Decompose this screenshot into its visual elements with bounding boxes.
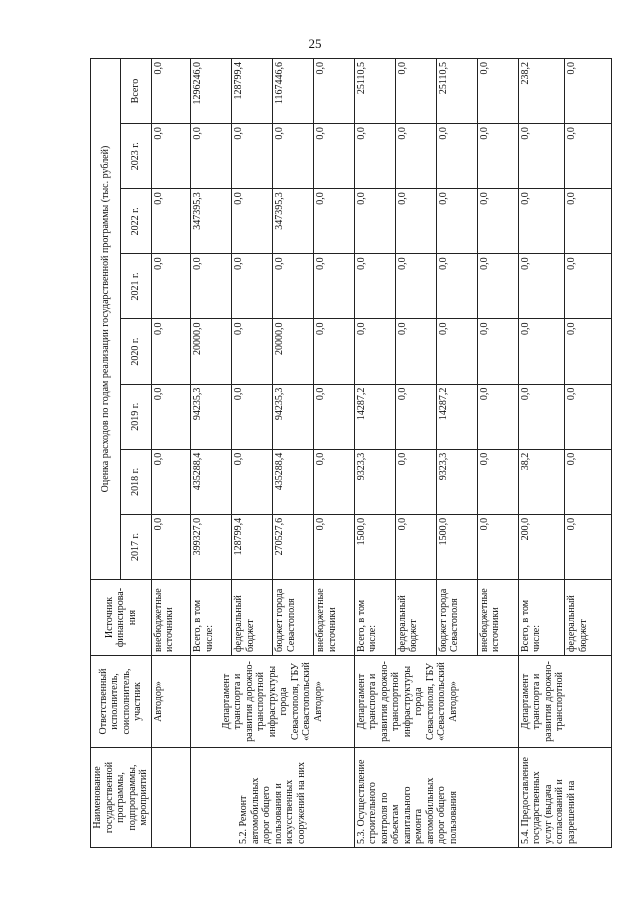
cell-value: 0,0 (354, 189, 395, 254)
cell-value: 1296246,0 (191, 59, 232, 124)
cell-value: 0,0 (565, 59, 612, 124)
cell-value: 0,0 (232, 384, 273, 449)
cell-value: 0,0 (565, 514, 612, 579)
cell-value: 0,0 (477, 384, 518, 449)
cell-value: 128799,4 (232, 59, 273, 124)
table-row (354, 59, 395, 848)
row-source: Всего, в том числе: (191, 580, 232, 656)
header-year-2019: 2019 г. (121, 384, 151, 449)
cell-value: 0,0 (477, 124, 518, 189)
cell-value: 0,0 (477, 59, 518, 124)
cell-value: 1500,0 (436, 514, 477, 579)
row-responsible: Департамент транспорта и развития дорожно-транспортной инфраструктуры города Севастополя, ГБУ «Севастопольский Автодор» (191, 656, 355, 748)
cell-value: 0,0 (151, 384, 191, 449)
table-row (191, 59, 232, 848)
cell-value: 435288,4 (273, 449, 314, 514)
header-year-2022: 2022 г. (121, 189, 151, 254)
cell-value: 0,0 (314, 124, 355, 189)
cell-value: 94235,3 (273, 384, 314, 449)
table-row (518, 59, 564, 848)
cell-value: 0,0 (314, 514, 355, 579)
cell-value: 0,0 (232, 254, 273, 319)
cell-value: 0,0 (395, 449, 436, 514)
cell-value: 0,0 (314, 59, 355, 124)
cell-value: 0,0 (477, 319, 518, 384)
row-source: Всего, в том числе: (518, 580, 564, 656)
cell-value: 0,0 (314, 189, 355, 254)
cell-value: 0,0 (354, 124, 395, 189)
cell-value: 0,0 (314, 319, 355, 384)
header-year-2020: 2020 г. (121, 319, 151, 384)
row-source: внебюджетные источники (314, 580, 355, 656)
row-source: Всего, в том числе: (354, 580, 395, 656)
cell-value: 0,0 (477, 189, 518, 254)
header-year-2023: 2023 г. (121, 124, 151, 189)
cell-value: 0,0 (518, 189, 564, 254)
row-responsible: Автодор» (151, 656, 191, 748)
cell-value: 0,0 (565, 384, 612, 449)
cell-value: 0,0 (151, 124, 191, 189)
cell-value: 128799,4 (232, 514, 273, 579)
cell-value: 0,0 (395, 319, 436, 384)
cell-value: 0,0 (273, 124, 314, 189)
header-row-1 (91, 59, 121, 848)
cell-value: 0,0 (354, 319, 395, 384)
row-source: федеральный бюджет (232, 580, 273, 656)
cell-value: 0,0 (314, 384, 355, 449)
header-year-2017: 2017 г. (121, 514, 151, 579)
row-name: 5.3. Осуществление строительного контроля по объектам капитального ремонта автомобильных дорог общего пользования (354, 748, 518, 848)
cell-value: 347395,3 (191, 189, 232, 254)
cell-value: 0,0 (518, 124, 564, 189)
cell-value: 0,0 (565, 449, 612, 514)
cell-value: 0,0 (151, 254, 191, 319)
cell-value: 0,0 (151, 319, 191, 384)
header-estimate: Оценка расходов по годам реализации государственной программы (тыс. рублей) (91, 59, 121, 580)
cell-value: 0,0 (314, 449, 355, 514)
table-row (151, 59, 191, 848)
cell-value: 0,0 (477, 254, 518, 319)
rotated-table-area (90, 58, 589, 848)
cell-value: 0,0 (395, 189, 436, 254)
cell-value: 0,0 (232, 319, 273, 384)
row-source: федеральный бюджет (565, 580, 612, 656)
cell-value: 1167446,6 (273, 59, 314, 124)
cell-value: 347395,3 (273, 189, 314, 254)
row-responsible: Департамент транспорта и развития дорожно-транспортной инфраструктуры города Севастополя, ГБУ «Севастопольский Автодор» (354, 656, 518, 748)
cell-value: 399327,0 (191, 514, 232, 579)
cell-value: 200,0 (518, 514, 564, 579)
cell-value: 0,0 (395, 254, 436, 319)
cell-value: 0,0 (314, 254, 355, 319)
cell-value: 9323,3 (354, 449, 395, 514)
cell-value: 0,0 (232, 189, 273, 254)
cell-value: 0,0 (151, 449, 191, 514)
cell-value: 0,0 (565, 189, 612, 254)
cell-value: 0,0 (436, 124, 477, 189)
expense-table (90, 58, 612, 848)
cell-value: 0,0 (395, 514, 436, 579)
header-responsible: Ответственный исполнитель, соисполнитель, участник (91, 656, 152, 748)
header-source: Источник финансирова-ния (91, 580, 152, 656)
cell-value: 0,0 (273, 254, 314, 319)
cell-value: 0,0 (436, 254, 477, 319)
cell-value: 0,0 (395, 124, 436, 189)
cell-value: 0,0 (232, 124, 273, 189)
header-name: Наименование государственной программы, подпрограммы, мероприятий (91, 748, 152, 848)
cell-value: 0,0 (477, 514, 518, 579)
cell-value: 0,0 (191, 124, 232, 189)
cell-value: 0,0 (477, 449, 518, 514)
cell-value: 0,0 (395, 59, 436, 124)
cell-value: 0,0 (436, 319, 477, 384)
header-total: Всего (121, 59, 151, 124)
header-year-2021: 2021 г. (121, 254, 151, 319)
cell-value: 0,0 (151, 514, 191, 579)
cell-value: 20000,0 (273, 319, 314, 384)
cell-value: 0,0 (151, 59, 191, 124)
cell-value: 94235,3 (191, 384, 232, 449)
cell-value: 0,0 (395, 384, 436, 449)
cell-value: 25110,5 (436, 59, 477, 124)
row-source: внебюджетные источники (151, 580, 191, 656)
cell-value: 0,0 (518, 319, 564, 384)
row-name: 5.4. Предоставление государственных услуг (выдача согласований и разрешений на (518, 748, 611, 848)
cell-value: 0,0 (518, 384, 564, 449)
table-rotator (90, 58, 589, 848)
row-source: бюджет города Севастополя (436, 580, 477, 656)
cell-value: 0,0 (436, 189, 477, 254)
cell-value: 0,0 (151, 189, 191, 254)
cell-value: 14287,2 (354, 384, 395, 449)
cell-value: 38,2 (518, 449, 564, 514)
cell-value: 0,0 (565, 319, 612, 384)
cell-value: 1500,0 (354, 514, 395, 579)
cell-value: 25110,5 (354, 59, 395, 124)
row-name: 5.2. Ремонт автомобильных дорог общего пользования и искусственных сооружений на них (191, 748, 355, 848)
page-number: 25 (308, 36, 322, 51)
cell-value: 0,0 (232, 449, 273, 514)
cell-value: 270527,6 (273, 514, 314, 579)
row-source: бюджет города Севастополя (273, 580, 314, 656)
cell-value: 14287,2 (436, 384, 477, 449)
cell-value: 0,0 (518, 254, 564, 319)
cell-value: 20000,0 (191, 319, 232, 384)
cell-value: 0,0 (354, 254, 395, 319)
cell-value: 0,0 (565, 254, 612, 319)
row-source: внебюджетные источники (477, 580, 518, 656)
row-responsible: Департамент транспорта и развития дорожно-транспортной (518, 656, 611, 748)
cell-value: 0,0 (565, 124, 612, 189)
row-source: федеральный бюджет (395, 580, 436, 656)
cell-value: 238,2 (518, 59, 564, 124)
cell-value: 435288,4 (191, 449, 232, 514)
row-name (151, 748, 191, 848)
cell-value: 0,0 (191, 254, 232, 319)
header-year-2018: 2018 г. (121, 449, 151, 514)
cell-value: 9323,3 (436, 449, 477, 514)
